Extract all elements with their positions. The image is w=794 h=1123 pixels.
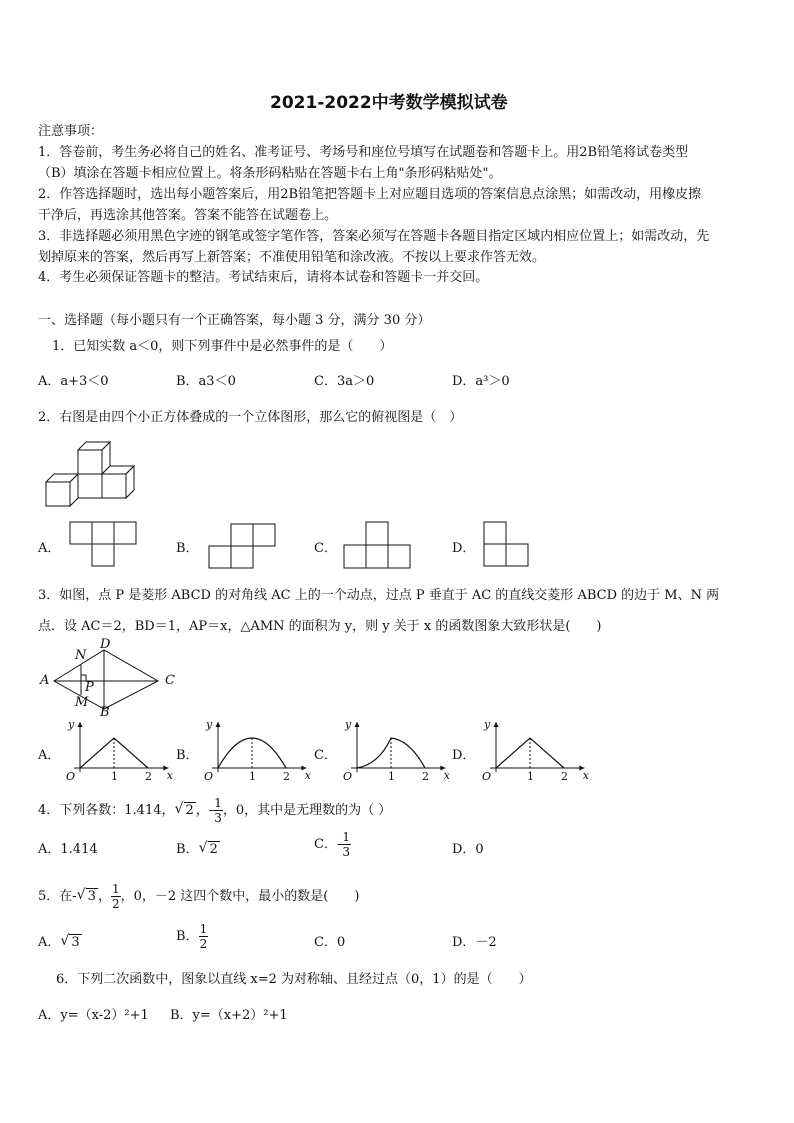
q5-option-d: D．－2 [452,935,497,950]
fig-label-d: D [100,637,111,652]
q5-sep: ， [97,889,111,904]
tick-label-2: 2 [422,770,429,783]
q4-option-c-num: 1 [342,830,350,844]
q3-graph-a [62,718,173,783]
q2-option-a-label: A． [38,541,61,556]
q4-sqrt-value: 2 [185,803,194,818]
q6-option-b: B．y=（x+2）²+1 [170,1008,288,1023]
q5-option-b [176,922,208,951]
y-axis-label: y [484,718,491,731]
fig-label-m: M [75,695,89,710]
y-axis-arrow [216,722,221,727]
x-axis-label: x [582,769,589,782]
q5-sqrt-value: 3 [87,889,96,904]
y-axis-arrow [78,722,83,727]
origin-label: O [204,770,214,783]
question-5-stem [38,882,359,911]
cube-stack-figure [44,440,144,510]
fig-label-p: P [85,680,94,695]
x-axis-label: x [166,769,173,782]
q4-option-c-fraction [341,830,351,859]
q2-option-b-figure [209,524,279,570]
origin-label: O [482,770,492,783]
fig-label-b: B [100,705,110,720]
q4-option-b-value: 2 [209,842,218,857]
question-4-stem [38,796,391,825]
q2-option-a-figure [70,522,140,568]
tick-label-1: 1 [388,770,395,783]
notice-line: 4．考生必须保证答题卡的整洁。考试结束后，请将本试卷和答题卡一并交回。 [38,270,489,285]
q4-frac-num: 1 [214,796,222,810]
notice-line: （B）填涂在答题卡相应位置上。将条形码粘贴在答题卡右上角"条形码粘贴处"。 [38,166,502,181]
fig-label-c: C [165,673,175,688]
y-axis-arrow [355,722,360,727]
q3-option-d-label: D． [452,748,476,763]
q5-option-b-den: 2 [199,937,208,951]
notice-heading: 注意事项： [38,124,104,139]
x-axis-label: x [304,769,311,782]
q2-option-c-label: C． [314,541,337,556]
q5-fraction [111,882,121,911]
q5-option-a [38,931,82,950]
q1-option-c: C．3a＞0 [314,374,375,389]
question-1-stem: 1．已知实数 a＜0，则下列事件中是必然事件的是（ ） [52,339,393,354]
y-axis-label: y [345,718,352,731]
q4-option-c [314,830,351,859]
q4-stem-post: ，0，其中是无理数的为（ ） [222,803,392,818]
q4-option-b [176,838,220,857]
q5-option-b-label: B． [176,929,199,944]
question-6-stem: 6．下列二次函数中，图象以直线 x=2 为对称轴、且经过点（0，1）的是（ ） [56,972,532,987]
notice-line: 2．作答选择题时，选出每小题答案后，用2B铅笔把答题卡上对应题目选项的答案信息点涂黑；如需改动，用橡皮擦 [38,187,702,202]
tick-label-1: 1 [111,770,118,783]
tick-label-1: 1 [249,770,256,783]
q5-option-a-sqrt: √ 3 [60,933,80,950]
q5-option-b-fraction [199,922,209,951]
q4-frac-den: 3 [214,811,222,825]
origin-label: O [66,770,76,783]
q2-option-c-figure [343,521,413,569]
q5-frac-den: 2 [111,897,120,911]
notice-line: 3．非选择题必须用黑色字迹的钢笔或签字笔作答，答案必须写在答题卡各题目指定区域内相应位置上；如需改动，先 [38,229,710,244]
q1-option-b: B．a3＜0 [176,374,236,389]
origin-label: O [343,770,353,783]
q1-option-a: A．a+3＜0 [38,374,109,389]
tick-label-2: 2 [145,770,152,783]
q2-option-d-figure [483,520,533,570]
q5-stem-pre: 5．在- [38,889,77,904]
notice-line: 1．答卷前，考生务必将自己的姓名、准考证号、考场号和座位号填写在试题卷和答题卡上。用2B铅笔将试卷类型 [38,145,689,160]
y-axis-label: y [68,718,75,731]
page-title: 2021-2022中考数学模拟试卷 [270,93,508,113]
q6-option-a: A．y=（x-2）²+1 [38,1008,149,1023]
tick-label-2: 2 [561,770,568,783]
q5-option-a-label: A． [38,935,61,950]
q3-graph-b [200,718,311,783]
q4-stem-pre: 4．下列各数：1.414， [38,803,175,818]
q4-option-b-label: B． [176,842,199,857]
q3-option-c-label: C． [314,748,337,763]
question-3-stem-cont: 点．设 AC＝2，BD＝1，AP＝x，△AMN 的面积为 y，则 y 关于 x 的函数图象大致形状是( ) [38,619,602,634]
fig-label-a: A [40,673,50,688]
q2-option-b-label: B． [176,541,199,556]
q4-option-d: D．0 [452,842,484,857]
question-2-stem: 2．右图是由四个小正方体叠成的一个立体图形，那么它的俯视图是（ ） [38,410,463,425]
notice-line: 干净后，再选涂其他答案。答案不能答在试题卷上。 [38,208,338,223]
q4-option-a: A．1.414 [38,842,98,857]
rhombus-figure [36,637,186,717]
x-axis-label: x [443,769,450,782]
notice-line: 划掉原来的答案，然后再写上新答案；不准使用铅笔和涂改液。不按以上要求作答无效。 [38,250,546,265]
q3-option-b-label: B． [176,748,199,763]
fig-label-n: N [75,648,87,663]
q3-graph-c [339,718,450,783]
q5-option-c: C．0 [314,935,346,950]
q5-option-b-num: 1 [199,922,208,936]
q4-option-b-sqrt: √ 2 [198,840,218,857]
q5-frac-num: 1 [111,882,120,896]
question-3-stem: 3．如图，点 P 是菱形 ABCD 的对角线 AC 上的一个动点，过点 P 垂直于 AC 的直线交菱形 ABCD 的边于 M、N 两 [38,588,720,603]
q5-option-a-value: 3 [71,935,80,950]
q3-option-a-label: A． [38,748,61,763]
section-heading: 一、选择题（每小题只有一个正确答案，每小题 3 分，满分 30 分） [38,313,431,328]
tick-label-2: 2 [283,770,290,783]
q4-fraction [213,796,223,825]
q2-option-d-label: D． [452,541,476,556]
y-axis-label: y [206,718,213,731]
q5-sqrt: √ 3 [76,887,96,904]
tick-label-1: 1 [527,770,534,783]
q4-option-c-label: C．- [314,837,342,852]
q4-stem-mid: ，- [195,803,214,818]
y-axis-arrow [494,722,499,727]
q4-sqrt: √ 2 [174,801,194,818]
q5-stem-post: ，0，－2 这四个数中，最小的数是( ) [120,889,360,904]
q4-option-c-den: 3 [342,845,350,859]
q3-graph-d [478,718,589,783]
q1-option-d: D．a³＞0 [452,374,510,389]
